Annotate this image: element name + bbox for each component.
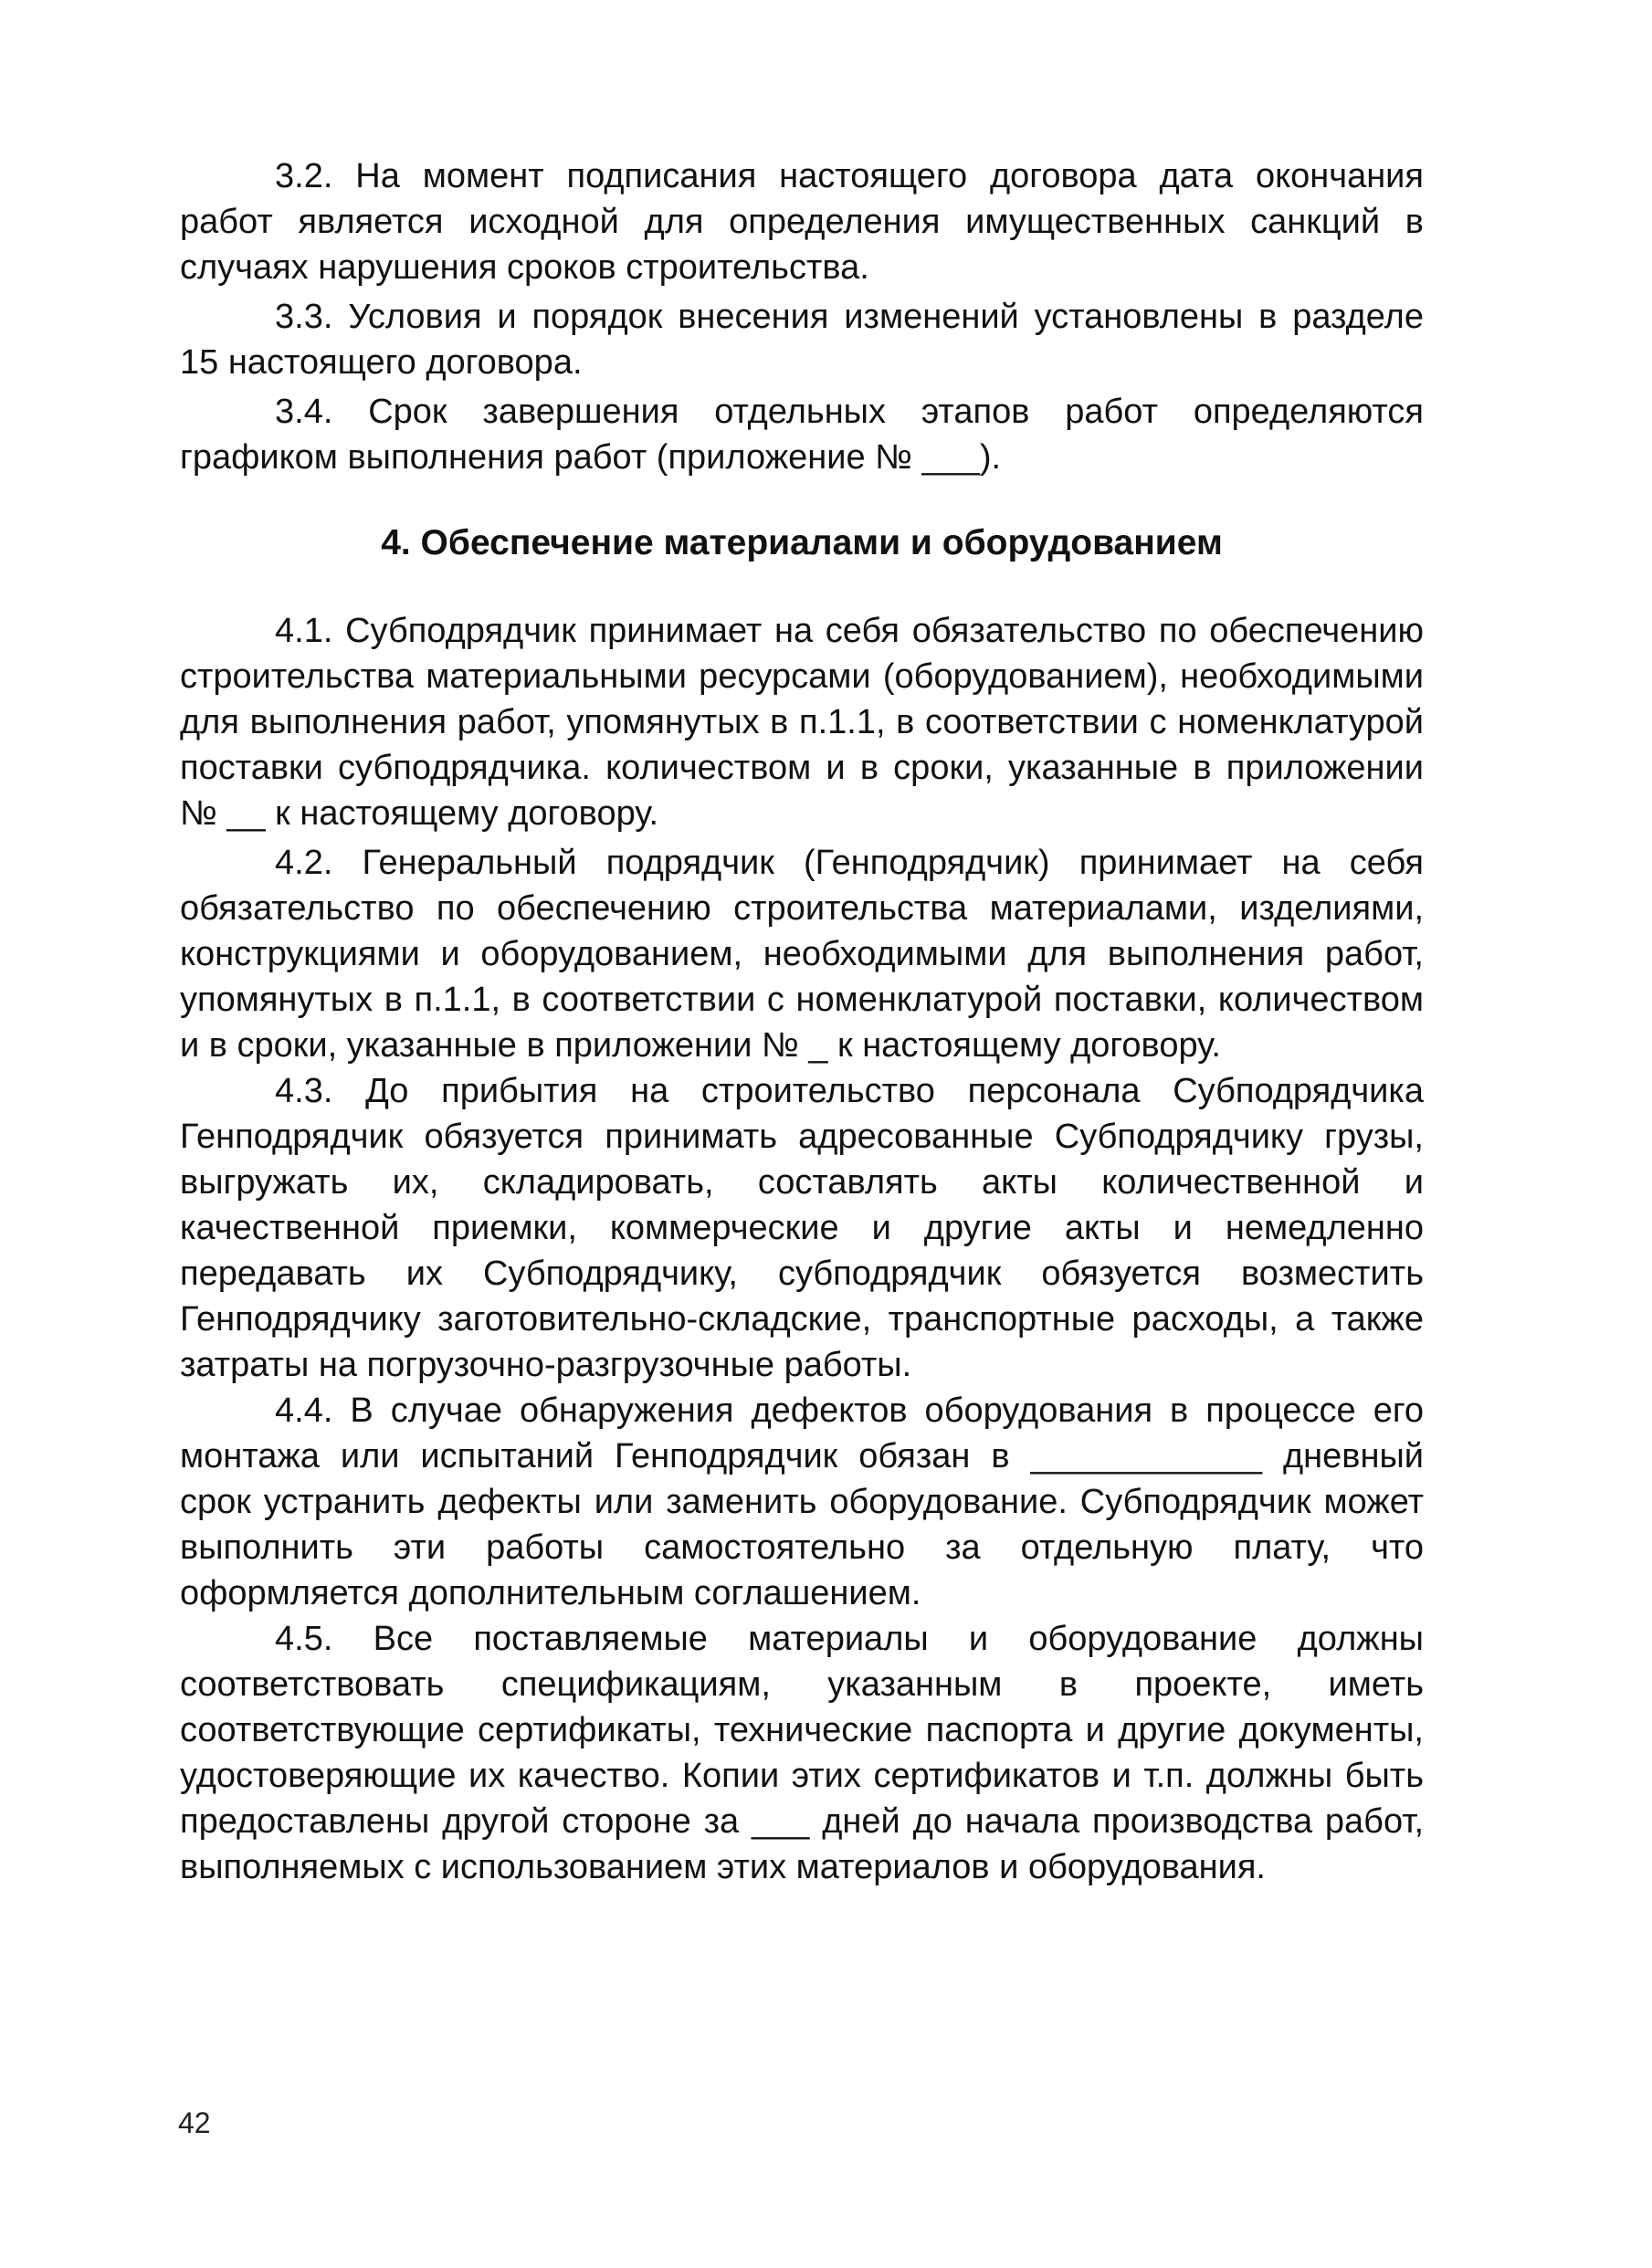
section-heading: 4. Обеспечение материалами и оборудованием [381, 523, 1223, 562]
paragraph-4-2: 4.2. Генеральный подрядчик (Генподрядчик) принимает на себя обязательство по обеспечению строительства материалами, изделиями, конструкциями и оборудованием, необходимыми для выполнения работ, упомянутых в п.1.1, в соответствии с номенклатурой поставки, количеством и в сроки, указанные в приложении № _ к настоящему договору. [180, 844, 1424, 1065]
paragraph-3-2: 3.2. На момент подписания настоящего договора дата окончания работ является исходной для определения имущественных санкций в случаях нарушения сроков строительства. [180, 157, 1424, 287]
paragraph-3-3: 3.3. Условия и порядок внесения изменений установлены в разделе 15 настоящего договора. [180, 298, 1424, 382]
paragraph-4-1: 4.1. Субподрядчик принимает на себя обязательство по обеспечению строительства материальными ресурсами (оборудованием), необходимыми для выполнения работ, упомянутых в п.1.1, в соответствии с номенклатурой поставки субподрядчика. количеством и в сроки, указанные в приложении № __ к настоящему договору. [180, 612, 1424, 833]
paragraph-4-5: 4.5. Все поставляемые материалы и оборудование должны соответствовать спецификациям, указанным в проекте, иметь соответствующие сертификаты, технические паспорта и другие документы, удостоверяющие их качество. Копии этих сертификатов и т.п. должны быть предоставлены другой стороне за ___ дней до начала производства работ, выполняемых с использованием этих материалов и оборудования. [180, 1620, 1424, 1886]
page-number: 42 [178, 2106, 211, 2139]
paragraph-3-4: 3.4. Срок завершения отдельных этапов работ определяются графиком выполнения работ (приложение № ___). [180, 393, 1424, 477]
paragraph-4-3: 4.3. До прибытия на строительство персонала Субподрядчика Генподрядчик обязуется принимать адресованные Субподрядчику грузы, выгружать их, складировать, составлять акты количественной и качественной приемки, коммерческие и другие акты и немедленно передавать их Субподрядчику, субподрядчик обязуется возместить Генподрядчику заготовительно-складские, транспортные расходы, а также затраты на погрузочно-разгрузочные работы. [180, 1072, 1424, 1384]
paragraph-4-4: 4.4. В случае обнаружения дефектов оборудования в процессе его монтажа или испытаний Генподрядчик обязан в ____________ дневный срок устранить дефекты или заменить оборудование. Субподрядчик может выполнить эти работы самостоятельно за отдельную плату, что оформляется дополнительным соглашением. [180, 1391, 1424, 1612]
page-content [180, 153, 1424, 1890]
